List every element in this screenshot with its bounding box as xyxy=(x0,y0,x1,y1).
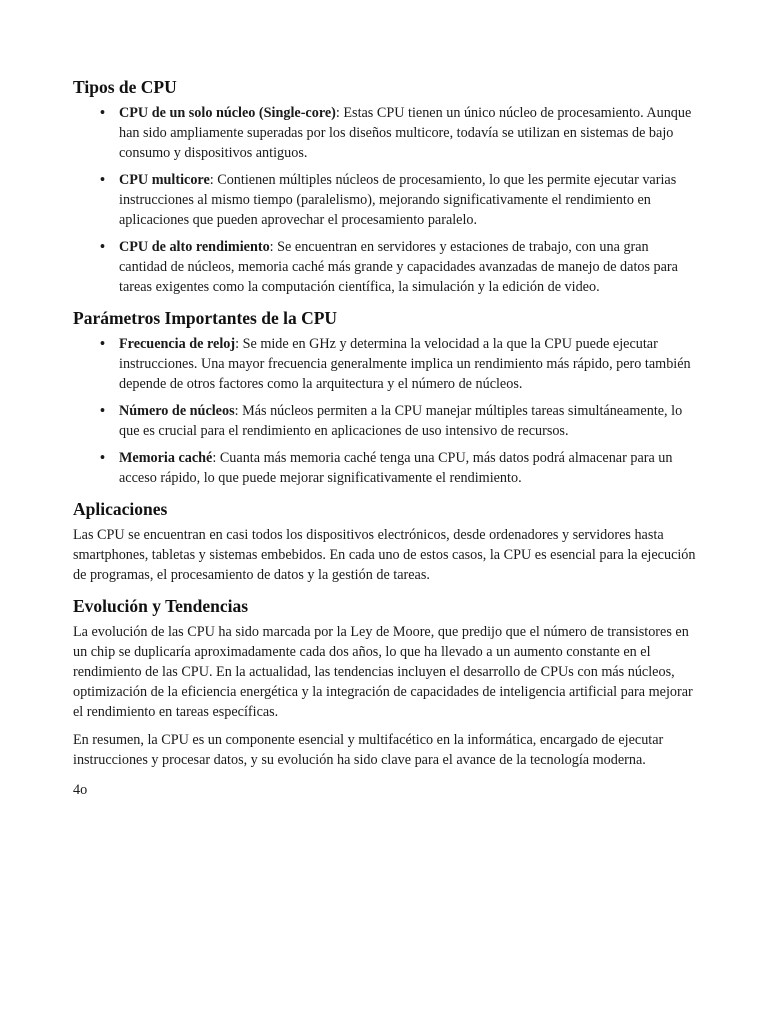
list-item xyxy=(100,103,698,163)
list-item xyxy=(100,170,698,230)
section-aplicaciones xyxy=(73,498,698,585)
item-text: : Se encuentran en servidores y estaciones de trabajo, con una gran cantidad de núcleos, memoria caché más grande y capacidades avanzadas de manejo de datos para tareas exigentes como la computación científica, la simulación y la edición de video. xyxy=(119,239,678,295)
list-item xyxy=(100,448,698,488)
item-term: Frecuencia de reloj xyxy=(119,336,236,352)
section-heading: Evolución y Tendencias xyxy=(73,596,249,616)
item-term: CPU de alto rendimiento xyxy=(119,239,270,255)
section-heading: Tipos de CPU xyxy=(73,77,177,97)
section-tipos-de-cpu xyxy=(73,76,698,297)
item-text: : Se mide en GHz y determina la velocidad a la que la CPU puede ejecutar instrucciones. Una mayor frecuencia generalmente implica un rendimiento más rápido, pero también depende de otros factores como la arquitectura y el número de núcleos. xyxy=(119,336,691,392)
bullet-icon: • xyxy=(100,172,105,188)
bullet-icon: • xyxy=(100,403,105,419)
body-paragraph: La evolución de las CPU ha sido marcada por la Ley de Moore, que predijo que el número de transistores en un chip se duplicaría aproximadamente cada dos años, lo que ha llevado a un aumento constante en el rendimiento de las CPU. En la actualidad, las tendencias incluyen el desarrollo de CPUs con más núcleos, optimización de la eficiencia energética y la integración de capacidades de inteligencia artificial para mejorar el rendimiento en tareas específicas. xyxy=(73,624,693,720)
page-number: 4o xyxy=(73,782,88,798)
item-term: CPU de un solo núcleo (Single-core) xyxy=(119,105,336,121)
item-text: : Más núcleos permiten a la CPU manejar múltiples tareas simultáneamente, lo que es crucial para el rendimiento en aplicaciones de uso intensivo de recursos. xyxy=(119,403,683,439)
list-item xyxy=(100,334,698,394)
list-item xyxy=(100,237,698,297)
bullet-list xyxy=(73,103,698,297)
item-term: Número de núcleos xyxy=(119,403,235,419)
body-paragraph: Las CPU se encuentran en casi todos los dispositivos electrónicos, desde ordenadores y servidores hasta smartphones, tabletas y sistemas embebidos. En cada uno de estos casos, la CPU es esencial para la ejecución de programas, el procesamiento de datos y la gestión de tareas. xyxy=(73,527,696,583)
item-text: : Estas CPU tienen un único núcleo de procesamiento. Aunque han sido ampliamente superadas por los diseños multicore, todavía se utilizan en sistemas de bajo consumo y dispositivos antiguos. xyxy=(119,105,692,161)
item-term: Memoria caché xyxy=(119,450,213,466)
bullet-list xyxy=(73,334,698,488)
bullet-icon: • xyxy=(100,336,105,352)
bullet-icon: • xyxy=(100,239,105,255)
bullet-icon: • xyxy=(100,450,105,466)
document-page xyxy=(73,76,698,800)
bullet-icon: • xyxy=(100,105,105,121)
item-text: : Cuanta más memoria caché tenga una CPU, más datos podrá almacenar para un acceso rápido, lo que puede mejorar significativamente el rendimiento. xyxy=(119,450,673,486)
section-evolucion xyxy=(73,595,698,770)
item-term: CPU multicore xyxy=(119,172,210,188)
section-heading: Parámetros Importantes de la CPU xyxy=(73,308,338,328)
item-text: : Contienen múltiples núcleos de procesamiento, lo que les permite ejecutar varias instrucciones al mismo tiempo (paralelismo), mejorando significativamente el rendimiento en aplicaciones que pueden aprovechar el procesamiento paralelo. xyxy=(119,172,677,228)
section-heading: Aplicaciones xyxy=(73,499,168,519)
section-parametros xyxy=(73,307,698,488)
body-paragraph: En resumen, la CPU es un componente esencial y multifacético en la informática, encargado de ejecutar instrucciones y procesar datos, y su evolución ha sido clave para el avance de la tecnología moderna. xyxy=(73,732,664,768)
list-item xyxy=(100,401,698,441)
